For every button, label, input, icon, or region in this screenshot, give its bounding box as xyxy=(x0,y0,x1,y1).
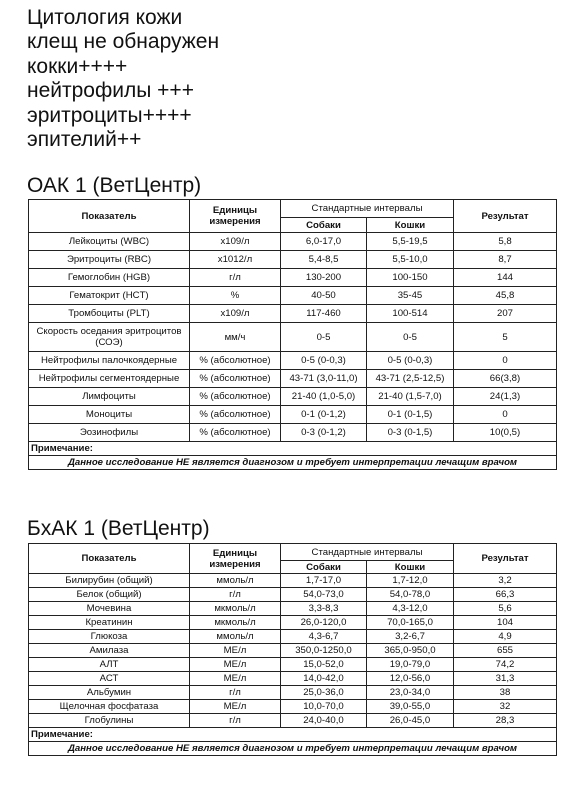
row-cats: 0-3 (0-1,5) xyxy=(367,424,454,442)
row-cats: 0-1 (0-1,5) xyxy=(367,406,454,424)
row-unit: % (абсолютное) xyxy=(190,424,281,442)
row-name: Глобулины xyxy=(29,714,190,728)
row-cats: 54,0-78,0 xyxy=(367,588,454,602)
header-intervals: Стандартные интервалы xyxy=(281,544,454,561)
table-row xyxy=(29,251,557,269)
header-intervals: Стандартные интервалы xyxy=(281,200,454,218)
row-result: 655 xyxy=(454,644,557,658)
row-dogs: 40-50 xyxy=(281,287,367,305)
row-name: Лейкоциты (WBC) xyxy=(29,233,190,251)
cytology-line: Цитология кожи xyxy=(27,6,183,29)
row-result: 5,6 xyxy=(454,602,557,616)
row-unit: МЕ/л xyxy=(190,644,281,658)
row-cats: 0-5 xyxy=(367,323,454,352)
row-dogs: 15,0-52,0 xyxy=(281,658,367,672)
row-name: Гемоглобин (HGB) xyxy=(29,269,190,287)
row-unit: г/л xyxy=(190,686,281,700)
table-row xyxy=(29,630,557,644)
row-dogs: 6,0-17,0 xyxy=(281,233,367,251)
table-row xyxy=(29,686,557,700)
header-result: Результат xyxy=(454,200,557,233)
row-cats: 1,7-12,0 xyxy=(367,574,454,588)
table-row xyxy=(29,714,557,728)
note-label: Примечание: xyxy=(29,728,557,742)
row-dogs: 1,7-17,0 xyxy=(281,574,367,588)
row-cats: 26,0-45,0 xyxy=(367,714,454,728)
header-result: Результат xyxy=(454,544,557,574)
row-unit: МЕ/л xyxy=(190,658,281,672)
row-unit: мкмоль/л xyxy=(190,602,281,616)
row-unit: г/л xyxy=(190,269,281,287)
row-result: 3,2 xyxy=(454,574,557,588)
table-row xyxy=(29,658,557,672)
row-name: Эозинофилы xyxy=(29,424,190,442)
row-result: 32 xyxy=(454,700,557,714)
row-dogs: 0-1 (0-1,2) xyxy=(281,406,367,424)
table-row xyxy=(29,574,557,588)
header-units: Единицы измерения xyxy=(190,544,281,574)
row-cats: 19,0-79,0 xyxy=(367,658,454,672)
row-dogs: 21-40 (1,0-5,0) xyxy=(281,388,367,406)
table-row xyxy=(29,287,557,305)
row-name: АЛТ xyxy=(29,658,190,672)
row-cats: 21-40 (1,5-7,0) xyxy=(367,388,454,406)
row-dogs: 0-5 xyxy=(281,323,367,352)
row-unit: мкмоль/л xyxy=(190,616,281,630)
row-dogs: 10,0-70,0 xyxy=(281,700,367,714)
row-cats: 3,2-6,7 xyxy=(367,630,454,644)
row-result: 74,2 xyxy=(454,658,557,672)
table-row xyxy=(29,233,557,251)
row-unit: % (абсолютное) xyxy=(190,406,281,424)
row-unit: x109/л xyxy=(190,305,281,323)
table-row xyxy=(29,588,557,602)
row-cats: 23,0-34,0 xyxy=(367,686,454,700)
header-dogs: Собаки xyxy=(281,218,367,233)
row-cats: 5,5-10,0 xyxy=(367,251,454,269)
table-row xyxy=(29,388,557,406)
row-name: АСТ xyxy=(29,672,190,686)
row-result: 66,3 xyxy=(454,588,557,602)
row-unit: x109/л xyxy=(190,233,281,251)
disclaimer: Данное исследование НЕ является диагнозом и требует интерпретации лечащим врачом xyxy=(29,456,557,470)
bhak-title: БхАК 1 (ВетЦентр) xyxy=(27,517,210,540)
row-dogs: 130-200 xyxy=(281,269,367,287)
row-cats: 43-71 (2,5-12,5) xyxy=(367,370,454,388)
row-cats: 365,0-950,0 xyxy=(367,644,454,658)
table-row xyxy=(29,305,557,323)
row-unit: мм/ч xyxy=(190,323,281,352)
row-cats: 4,3-12,0 xyxy=(367,602,454,616)
table-row xyxy=(29,352,557,370)
row-name: Гематокрит (HCT) xyxy=(29,287,190,305)
row-unit: x1012/л xyxy=(190,251,281,269)
row-cats: 39,0-55,0 xyxy=(367,700,454,714)
row-dogs: 26,0-120,0 xyxy=(281,616,367,630)
row-result: 104 xyxy=(454,616,557,630)
row-cats: 0-5 (0-0,3) xyxy=(367,352,454,370)
cytology-line: кокки++++ xyxy=(27,54,128,78)
row-dogs: 4,3-6,7 xyxy=(281,630,367,644)
row-dogs: 350,0-1250,0 xyxy=(281,644,367,658)
table-row xyxy=(29,672,557,686)
cytology-line: клещ не обнаружен xyxy=(27,30,220,54)
table-row xyxy=(29,424,557,442)
row-name: Эритроциты (RBC) xyxy=(29,251,190,269)
row-unit: % (абсолютное) xyxy=(190,388,281,406)
header-cats: Кошки xyxy=(367,218,454,233)
row-result: 5 xyxy=(454,323,557,352)
row-result: 0 xyxy=(454,352,557,370)
header-dogs: Собаки xyxy=(281,561,367,574)
row-name: Билирубин (общий) xyxy=(29,574,190,588)
table-row xyxy=(29,644,557,658)
row-dogs: 3,3-8,3 xyxy=(281,602,367,616)
row-result: 38 xyxy=(454,686,557,700)
row-name: Мочевина xyxy=(29,602,190,616)
row-name: Скорость оседания эритроцитов (СОЭ) xyxy=(29,323,190,352)
row-dogs: 0-3 (0-1,2) xyxy=(281,424,367,442)
row-cats: 35-45 xyxy=(367,287,454,305)
row-dogs: 14,0-42,0 xyxy=(281,672,367,686)
table-row xyxy=(29,406,557,424)
row-dogs: 5,4-8,5 xyxy=(281,251,367,269)
row-result: 10(0,5) xyxy=(454,424,557,442)
bhak-table xyxy=(28,543,557,756)
row-unit: ммоль/л xyxy=(190,574,281,588)
row-unit: г/л xyxy=(190,588,281,602)
row-dogs: 25,0-36,0 xyxy=(281,686,367,700)
row-unit: МЕ/л xyxy=(190,672,281,686)
cytology-line: эритроциты++++ xyxy=(27,103,192,127)
table-row xyxy=(29,269,557,287)
row-cats: 12,0-56,0 xyxy=(367,672,454,686)
table-row xyxy=(29,700,557,714)
row-result: 4,9 xyxy=(454,630,557,644)
row-unit: % (абсолютное) xyxy=(190,370,281,388)
row-name: Нейтрофилы палочкоядерные xyxy=(29,352,190,370)
row-name: Альбумин xyxy=(29,686,190,700)
table-row xyxy=(29,370,557,388)
row-unit: % (абсолютное) xyxy=(190,352,281,370)
row-result: 66(3,8) xyxy=(454,370,557,388)
header-cats: Кошки xyxy=(367,561,454,574)
row-cats: 5,5-19,5 xyxy=(367,233,454,251)
table-row xyxy=(29,616,557,630)
cytology-line: эпителий++ xyxy=(27,128,142,152)
row-result: 8,7 xyxy=(454,251,557,269)
header-indicator: Показатель xyxy=(29,544,190,574)
row-unit: ммоль/л xyxy=(190,630,281,644)
row-result: 144 xyxy=(454,269,557,287)
row-name: Нейтрофилы сегментоядерные xyxy=(29,370,190,388)
row-dogs: 24,0-40,0 xyxy=(281,714,367,728)
row-result: 24(1,3) xyxy=(454,388,557,406)
row-unit: % xyxy=(190,287,281,305)
row-name: Амилаза xyxy=(29,644,190,658)
row-dogs: 54,0-73,0 xyxy=(281,588,367,602)
row-unit: МЕ/л xyxy=(190,700,281,714)
disclaimer: Данное исследование НЕ является диагнозом и требует интерпретации лечащим врачом xyxy=(29,742,557,756)
row-result: 5,8 xyxy=(454,233,557,251)
row-result: 31,3 xyxy=(454,672,557,686)
row-unit: г/л xyxy=(190,714,281,728)
row-name: Лимфоциты xyxy=(29,388,190,406)
row-name: Белок (общий) xyxy=(29,588,190,602)
oak-title: ОАК 1 (ВетЦентр) xyxy=(27,174,202,197)
row-cats: 100-150 xyxy=(367,269,454,287)
row-name: Щелочная фосфатаза xyxy=(29,700,190,714)
row-result: 28,3 xyxy=(454,714,557,728)
header-units: Единицы измерения xyxy=(190,200,281,233)
table-row xyxy=(29,323,557,352)
table-row xyxy=(29,602,557,616)
cytology-notes xyxy=(27,6,219,152)
row-dogs: 117-460 xyxy=(281,305,367,323)
note-label: Примечание: xyxy=(29,442,557,456)
row-cats: 70,0-165,0 xyxy=(367,616,454,630)
header-indicator: Показатель xyxy=(29,200,190,233)
oak-table xyxy=(28,199,557,470)
row-result: 0 xyxy=(454,406,557,424)
cytology-line: нейтрофилы +++ xyxy=(27,79,194,103)
row-cats: 100-514 xyxy=(367,305,454,323)
row-dogs: 0-5 (0-0,3) xyxy=(281,352,367,370)
row-dogs: 43-71 (3,0-11,0) xyxy=(281,370,367,388)
row-name: Глюкоза xyxy=(29,630,190,644)
row-name: Тромбоциты (PLT) xyxy=(29,305,190,323)
row-name: Моноциты xyxy=(29,406,190,424)
row-result: 45,8 xyxy=(454,287,557,305)
row-name: Креатинин xyxy=(29,616,190,630)
row-result: 207 xyxy=(454,305,557,323)
